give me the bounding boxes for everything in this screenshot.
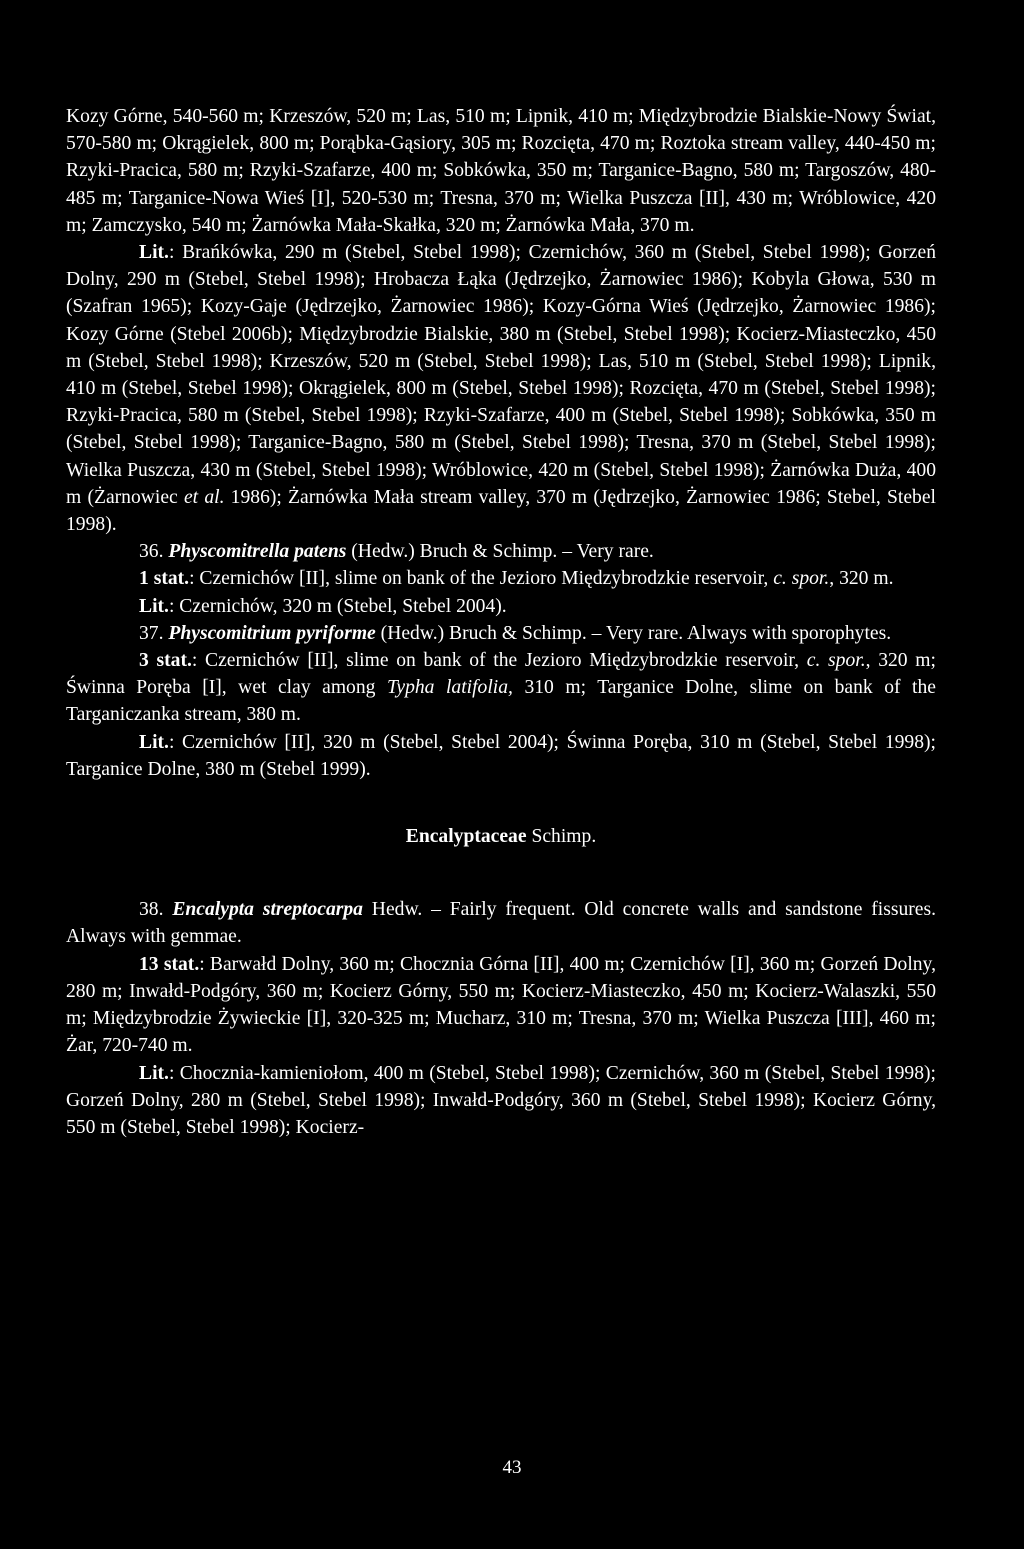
family-heading (66, 823, 936, 850)
typha-latifolia: Typha latifolia, (386, 677, 513, 699)
localities-continued-paragraph (66, 103, 936, 239)
lit-text: : Czernichów [II], 320 m (Stebel, Stebel 2004); Świnna Poręba, 310 m (Stebel, Stebel 1998); Targanice Dolne, 380 m (Stebel 1999). (66, 731, 936, 780)
lit-label: Lit. (139, 731, 169, 753)
species-37-literature (66, 729, 936, 783)
species-number: 36. (139, 541, 169, 563)
c-spor: c. spor. (773, 568, 830, 590)
species-name: Physcomitrium pyriforme (168, 622, 376, 644)
species-38-stations (66, 951, 936, 1060)
species-36-heading (66, 538, 936, 565)
species-description: Hedw. – Fairly frequent. Old concrete walls and sandstone fissures. Always with gemmae. (66, 899, 936, 948)
species-name: Physcomitrella patens (168, 541, 347, 563)
species-36-stations (66, 565, 936, 592)
stat-text-mid: , 320 m; Świnna Poręba [I], wet clay among (66, 650, 936, 699)
species-36-literature (66, 593, 936, 620)
lit-label: Lit. (139, 1062, 169, 1084)
stat-text: : Barwałd Dolny, 360 m; Chocznia Górna [II], 400 m; Czernichów [I], 360 m; Gorzeń Dolny, 280 m; Inwałd-Podgóry, 360 m; Kocierz Górny, 550 m; Kocierz-Miasteczko, 450 m; Kocierz-Walaszki, 550 m; Międzybrodzie Żywieckie [I], 320-325 m; Mucharz, 310 m; Tresna, 370 m; Wielka Puszcza [III], 460 m; Żar, 720-740 m. (66, 953, 936, 1057)
lit-label: Lit. (139, 242, 169, 264)
page-body (66, 103, 936, 1141)
species-number: 38. (139, 899, 173, 921)
species-name: Encalypta streptocarpa (172, 899, 363, 921)
stat-text-end: 310 m; Targanice Dolne, slime on bank of the Targaniczanka stream, 380 m. (66, 677, 936, 726)
stat-label: 3 stat. (139, 650, 192, 672)
species-37-heading (66, 620, 936, 647)
lit-text: : Czernichów, 320 m (Stebel, Stebel 2004). (168, 595, 507, 617)
species-38-literature (66, 1060, 936, 1142)
species-number: 37. (139, 622, 169, 644)
lit-text: : Chocznia-kamieniołom, 400 m (Stebel, Stebel 1998); Czernichów, 360 m (Stebel, Stebel 1998); Gorzeń Dolny, 280 m (Stebel, Stebel 1998); Inwałd-Podgóry, 360 m (Stebel, Stebel 1998); Kocierz Górny, 550 m (Stebel, Stebel 1998); Kocierz- (66, 1062, 936, 1138)
et-al: et al. (183, 486, 225, 508)
species-37-stations (66, 647, 936, 729)
stat-label: 13 stat. (139, 953, 200, 975)
species-description: (Hedw.) Bruch & Schimp. – Very rare. Always with sporophytes. (375, 622, 892, 644)
c-spor: c. spor. (806, 650, 866, 672)
family-name: Encalyptaceae (405, 826, 527, 848)
lit-text: : Brańkówka, 290 m (Stebel, Stebel 1998); Czernichów, 360 m (Stebel, Stebel 1998); Gorzeń Dolny, 290 m (Stebel, Stebel 1998); Hrobacza Łąka (Jędrzejko, Żarnowiec 1986); Kobyla Głowa, 530 m (Szafran 1965); Kozy-Gaje (Jędrzejko, Żarnowiec 1986); Kozy-Górna Wieś (Jędrzejko, Żarnowiec 1986); Kozy Górne (Stebel 2006b); Międzybrodzie Bialskie, 380 m (Stebel, Stebel 1998); Kocierz-Miasteczko, 450 m (Stebel, Stebel 1998); Krzeszów, 520 m (Stebel, Stebel 1998); Las, 510 m (Stebel, Stebel 1998); Lipnik, 410 m (Stebel, Stebel 1998); Okrągielek, 800 m (Stebel, Stebel 1998); Rozcięta, 470 m (Stebel, Stebel 1998); Rzyki-Pracica, 580 m (Stebel, Stebel 1998); Rzyki-Szafarze, 400 m (Stebel, Stebel 1998); Sobkówka, 350 m (Stebel, Stebel 1998); Targanice-Bagno, 580 m (Stebel, Stebel 1998); Tresna, 370 m (Stebel, Stebel 1998); Wielka Puszcza, 430 m (Stebel, Stebel 1998); Wróblowice, 420 m (Stebel, Stebel 1998); Żarnówka Duża, 400 m (Żarnowiec (66, 242, 936, 508)
stat-text-end: , 320 m. (829, 568, 894, 590)
lit-label: Lit. (139, 595, 169, 617)
localities-text: Kozy Górne, 540-560 m; Krzeszów, 520 m; Las, 510 m; Lipnik, 410 m; Międzybrodzie Bialskie-Nowy Świat, 570-580 m; Okrągielek, 800 m; Porąbka-Gąsiory, 305 m; Rozcięta, 470 m; Roztoka stream valley, 440-450 m; Rzyki-Pracica, 580 m; Rzyki-Szafarze, 400 m; Sobkówka, 350 m; Targanice-Bagno, 580 m; Targoszów, 480-485 m; Targanice-Nowa Wieś [I], 520-530 m; Tresna, 370 m; Wielka Puszcza [II], 430 m; Wróblowice, 420 m; Zamczysko, 540 m; Żarnówka Mała-Skałka, 320 m; Żarnówka Mała, 370 m. (66, 106, 936, 236)
page-number: 43 (502, 1457, 522, 1478)
lit-text-end: 1986); Żarnówka Mała stream valley, 370 m (Jędrzejko, Żarnowiec 1986; Stebel, Stebel 1998). (66, 486, 936, 536)
literature-paragraph-35 (66, 239, 936, 538)
species-description: (Hedw.) Bruch & Schimp. – Very rare. (346, 541, 654, 563)
species-38-heading (66, 896, 936, 950)
stat-label: 1 stat. (139, 568, 190, 590)
stat-text: : Czernichów [II], slime on bank of the Jezioro Międzybrodzkie reservoir, (189, 568, 774, 590)
family-author: Schimp. (526, 826, 597, 848)
stat-text: : Czernichów [II], slime on bank of the Jezioro Międzybrodzkie reservoir, (191, 650, 807, 672)
